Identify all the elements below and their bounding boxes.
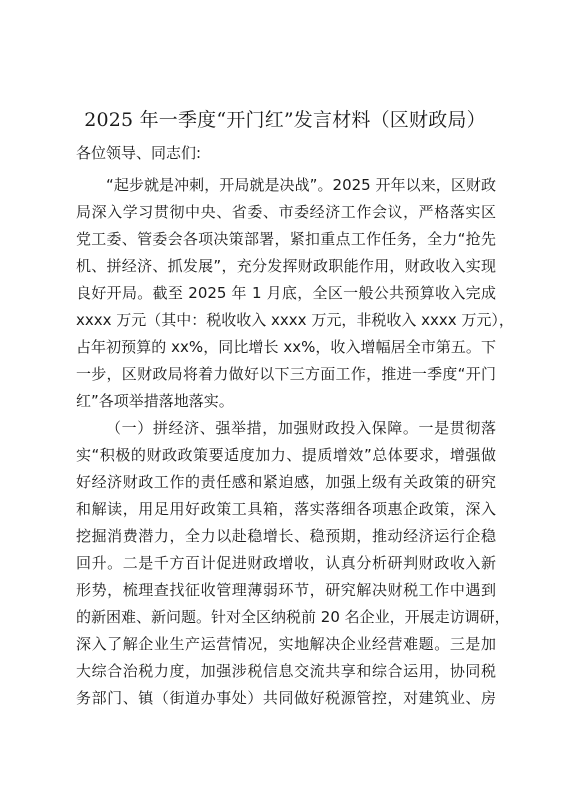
paragraph-2-line: 和解读，用足用好政策工具箱，落实落细各项惠企政策，深入	[76, 500, 496, 518]
paragraph-2-line: 务部门、镇（街道办事处）共同做好税源管控，对建筑业、房	[76, 689, 496, 707]
paragraph-2-line: 深入了解企业生产运营情况，实地解决企业经营难题。三是加	[76, 635, 496, 653]
paragraph-2-line: （一）拼经济、强举措，加强财政投入保障。一是贯彻落	[106, 419, 496, 437]
salutation: 各位领导、同志们:	[76, 144, 202, 162]
paragraph-2-line: 大综合治税力度，加强涉税信息交流共享和综合运用，协同税	[76, 662, 496, 680]
paragraph-1-line: 局深入学习贯彻中央、省委、市委经济工作会议，严格落实区	[76, 203, 496, 221]
paragraph-1-line: 良好开局。截至 2025 年 1 月底，全区一般公共预算收入完成	[76, 284, 496, 302]
paragraph-2-line: 的新困难、新问题。针对全区纳税前 20 名企业，开展走访调研，	[76, 608, 510, 626]
paragraph-1-line: “起步就是冲刺，开局就是决战”。2025 开年以来，区财政	[106, 176, 496, 194]
paragraph-2-line: 形势，梳理查找征收管理薄弱环节，研究解决财税工作中遇到	[76, 581, 496, 599]
paragraph-2-line: 好经济财政工作的责任感和紧迫感，加强上级有关政策的研究	[76, 473, 496, 491]
document-title: 2025 年一季度“开门红”发言材料（区财政局）	[84, 109, 486, 131]
paragraph-1-line: 占年初预算的 xx%，同比增长 xx%，收入增幅居全市第五。下	[76, 338, 496, 356]
paragraph-1-line: 红”各项举措落地落实。	[76, 392, 234, 410]
paragraph-1-line: 一步，区财政局将着力做好以下三方面工作，推进一季度“开门	[76, 365, 496, 383]
paragraph-1-line: 机、拼经济、抓发展”，充分发挥财政职能作用，财政收入实现	[76, 257, 496, 275]
paragraph-1-line: xxxx 万元（其中：税收收入 xxxx 万元，非税收入 xxxx 万元），	[76, 311, 514, 329]
paragraph-2-line: 回升。二是千方百计促进财政增收，认真分析研判财政收入新	[76, 554, 496, 572]
paragraph-1-line: 党工委、管委会各项决策部署，紧扣重点工作任务，全力“抢先	[76, 230, 496, 248]
paragraph-2-line: 实“积极的财政政策要适度加力、提质增效”总体要求，增强做	[76, 446, 496, 464]
paragraph-2-line: 挖掘消费潜力，全力以赴稳增长、稳预期，推动经济运行企稳	[76, 527, 496, 545]
